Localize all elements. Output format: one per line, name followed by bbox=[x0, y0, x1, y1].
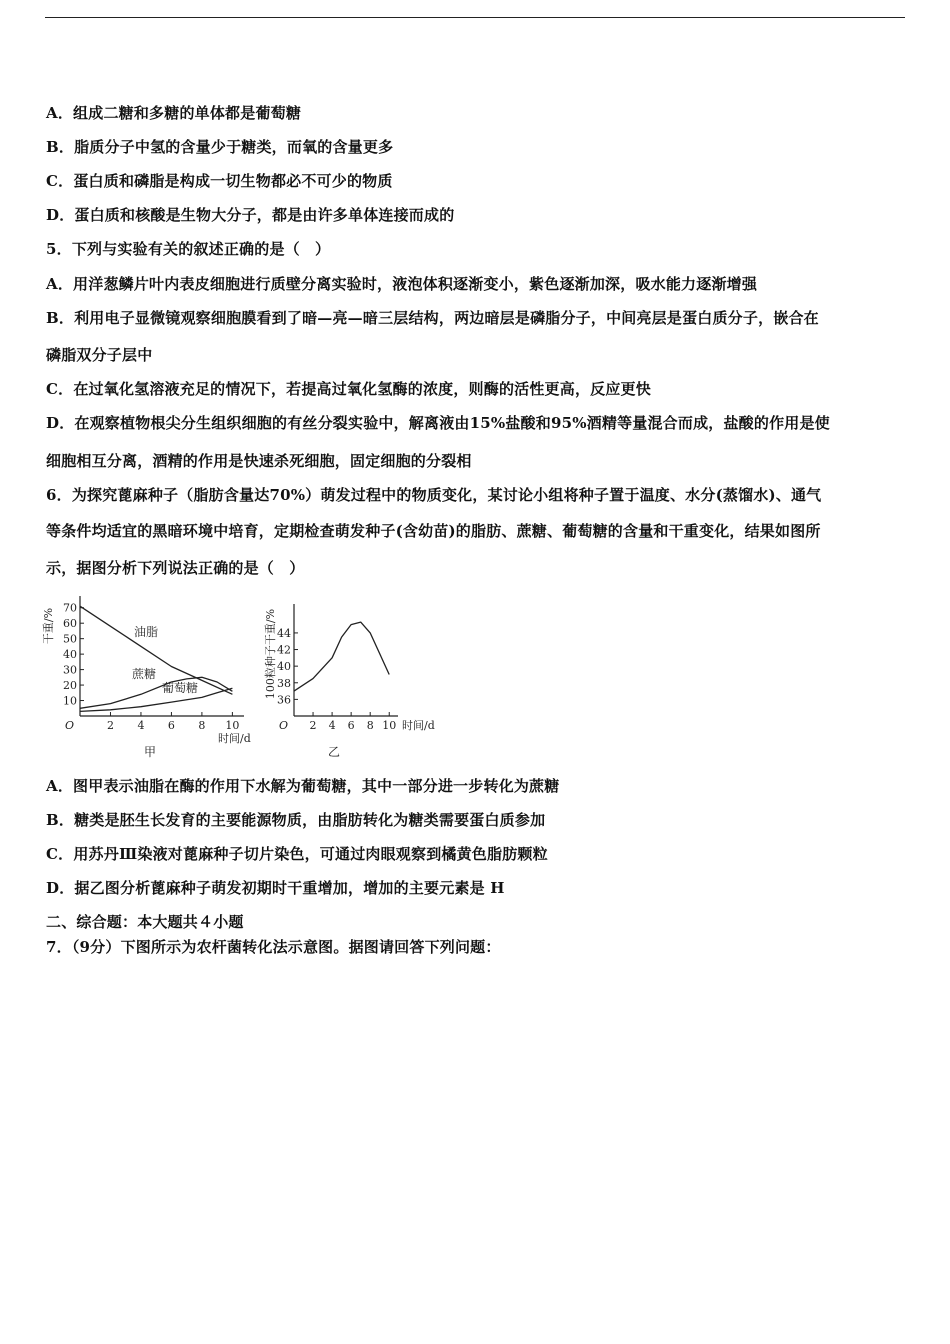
chart0-x-axis-label: 时间/d bbox=[218, 732, 251, 745]
chart0-x-tick-label: 8 bbox=[198, 719, 206, 732]
chart0-x-tick-label: 4 bbox=[137, 719, 145, 732]
chart0-series-line-3 bbox=[80, 688, 232, 711]
q4-option-c: C．蛋白质和磷脂是构成一切生物都必不可少的物质 bbox=[46, 172, 393, 190]
q6-stem-line2: 等条件均适宜的黑暗环境中培育，定期检查萌发种子(含幼苗)的脂肪、蔗糖、葡萄糖的含量和干重变化，结果如图所 bbox=[46, 522, 821, 540]
q6-option-d: D．据乙图分析蓖麻种子萌发初期时干重增加，增加的主要元素是 H bbox=[46, 879, 505, 897]
chart1-x-tick-label: 10 bbox=[382, 719, 397, 732]
chart1-y-tick-label: 42 bbox=[277, 643, 291, 657]
chart1-y-tick-label: 44 bbox=[277, 626, 291, 640]
chart1-x-axis-label: 时间/d bbox=[402, 719, 435, 732]
q5-option-b: B．利用电子显微镜观察细胞膜看到了暗—亮—暗三层结构，两边暗层是磷脂分子，中间亮层是蛋白质分子，嵌合在 bbox=[46, 309, 819, 327]
chart0-origin-label: O bbox=[64, 719, 74, 732]
chart1-x-tick-label: 2 bbox=[309, 719, 317, 732]
chart0-y-tick-label: 40 bbox=[63, 648, 77, 662]
q6-option-b: B．糖类是胚生长发育的主要能源物质，由脂肪转化为糖类需要蛋白质参加 bbox=[46, 811, 546, 829]
q5-option-d-cont: 细胞相互分离，酒精的作用是快速杀死细胞，固定细胞的分裂相 bbox=[46, 452, 472, 470]
q4-option-a: A．组成二糖和多糖的单体都是葡萄糖 bbox=[46, 104, 302, 122]
chart0-caption: 甲 bbox=[143, 745, 157, 759]
chart0-series-label-3: 葡萄糖 bbox=[162, 681, 199, 695]
q6-stem-line3: 示，据图分析下列说法正确的是（ ） bbox=[46, 559, 305, 577]
chart0-y-tick-label: 10 bbox=[63, 694, 77, 708]
chart1-x-tick-label: 6 bbox=[347, 719, 355, 732]
chart0-y-tick-label: 70 bbox=[63, 601, 77, 615]
q5-option-c: C．在过氧化氢溶液充足的情况下，若提高过氧化氢酶的浓度，则酶的活性更高，反应更快 bbox=[46, 380, 651, 398]
chart1-series-line-1 bbox=[294, 622, 389, 691]
q6-stem-line1: 6．为探究蓖麻种子（脂肪含量达70%）萌发过程中的物质变化，某讨论小组将种子置于温度、水分(蒸馏水)、通气 bbox=[46, 486, 822, 504]
chart1-y-tick-label: 40 bbox=[277, 660, 291, 674]
q6-option-a: A．图甲表示油脂在酶的作用下水解为葡萄糖，其中一部分进一步转化为蔗糖 bbox=[46, 777, 560, 795]
chart0-series-label-1: 油脂 bbox=[134, 625, 159, 639]
chart1-x-tick-label: 4 bbox=[328, 719, 336, 732]
chart0-series-line-2 bbox=[80, 677, 232, 708]
chart0-x-tick-label: 6 bbox=[167, 719, 175, 732]
chart1-origin-label: O bbox=[278, 719, 288, 732]
chart0-y-axis-label: 干重/% bbox=[42, 607, 55, 645]
chart1-y-axis-label: 100粒种子干重/% bbox=[264, 608, 277, 700]
q6-charts bbox=[40, 592, 440, 762]
chart0-y-tick-label: 20 bbox=[63, 679, 77, 693]
chart1-caption: 乙 bbox=[327, 745, 341, 759]
q5-stem: 5．下列与实验有关的叙述正确的是（ ） bbox=[46, 240, 331, 258]
chart0-x-tick-label: 10 bbox=[225, 719, 240, 732]
chart0-x-tick-label: 2 bbox=[106, 719, 114, 732]
chart1-y-tick-label: 38 bbox=[277, 676, 291, 690]
chart0-series-label-2: 蔗糖 bbox=[132, 667, 157, 681]
chart0-series-line-1 bbox=[80, 606, 232, 694]
chart1-y-tick-label: 36 bbox=[277, 693, 291, 707]
q5-option-d: D．在观察植物根尖分生组织细胞的有丝分裂实验中，解离液由15%盐酸和95%酒精等量混合而成，盐酸的作用是使 bbox=[46, 414, 830, 432]
chart0-y-tick-label: 60 bbox=[63, 617, 77, 631]
q6-figure bbox=[40, 592, 440, 762]
q4-option-b: B．脂质分子中氢的含量少于糖类，而氧的含量更多 bbox=[46, 138, 394, 156]
section-heading: 二、综合题：本大题共４小题 bbox=[46, 913, 244, 931]
chart0-y-tick-label: 30 bbox=[63, 663, 77, 677]
q5-option-a: A．用洋葱鳞片叶内表皮细胞进行质壁分离实验时，液泡体积逐渐变小，紫色逐渐加深，吸水能力逐渐增强 bbox=[46, 275, 758, 293]
q7-stem: 7．（9分）下图所示为农杆菌转化法示意图。据图请回答下列问题： bbox=[46, 938, 501, 956]
q6-option-c: C．用苏丹Ⅲ染液对蓖麻种子切片染色，可通过肉眼观察到橘黄色脂肪颗粒 bbox=[46, 845, 548, 863]
chart1-x-tick-label: 8 bbox=[366, 719, 374, 732]
header-rule bbox=[45, 17, 905, 18]
q4-option-d: D．蛋白质和核酸是生物大分子，都是由许多单体连接而成的 bbox=[46, 206, 455, 224]
chart0-y-tick-label: 50 bbox=[63, 632, 77, 646]
q5-option-b-cont: 磷脂双分子层中 bbox=[46, 346, 153, 364]
